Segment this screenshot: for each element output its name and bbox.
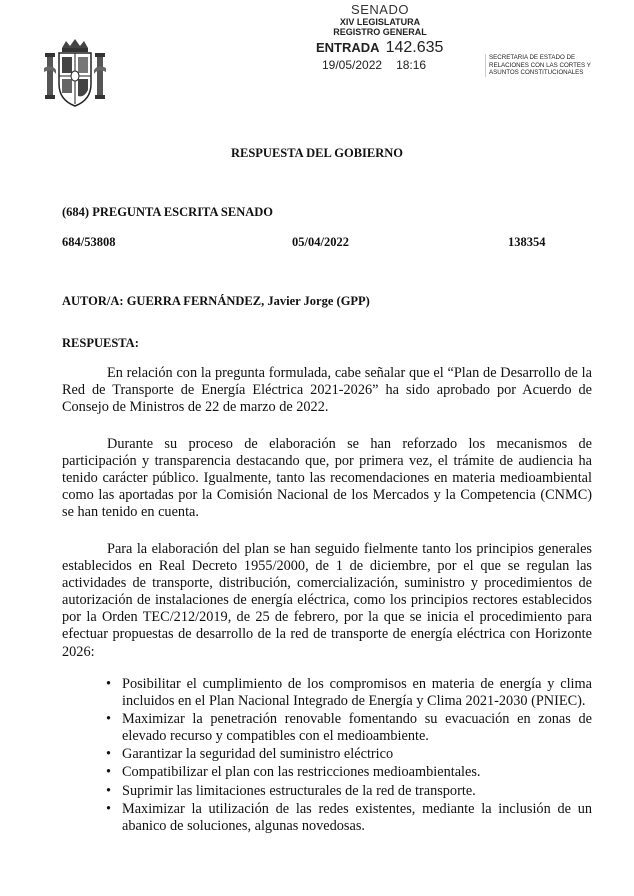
coat-of-arms-icon [44,38,106,108]
list-item-text: Maximizar la penetración renovable fomentando su evacuación en zonas de elevado recurso y compatibles con el medioambiente. [122,711,592,745]
paragraph-text: Durante su proceso de elaboración se han reforzado los mecanismos de participación y transparencia destacando que, por primera vez, el trámite de audiencia ha tenido carácter público. Igualmente, tanto las recomendaciones en materia medioambiental como las aportadas por la Comisión Nacional de los Mercados y la Competencia (CNMC) se han tenido en cuenta. [62,436,592,521]
stamp-registry: REGISTRO GENERAL [333,27,427,37]
list-item [104,783,592,800]
bullet-icon: • [106,782,112,799]
list-item [104,711,592,745]
bullet-icon: • [106,746,112,763]
answer-label: RESPUESTA: [62,336,139,350]
list-item-text: Posibilitar el cumplimiento de los compromisos en materia de energía y clima incluidos en el Plan Nacional Integrado de Energía y Clima 2021-2030 (PNIEC). [122,676,592,710]
list-item [104,746,592,763]
bullet-icon: • [106,800,112,817]
stamp-date-row [322,58,426,72]
question-label: (684) PREGUNTA ESCRITA SENADO [62,205,274,219]
reference-row [62,235,562,251]
stamp-entry-number: 142.635 [385,39,444,56]
reference-number: 684/53808 [62,235,116,249]
paragraph-text: En relación con la pregunta formulada, cabe señalar que el “Plan de Desarrollo de la Red de Transporte de Energía Eléctrica 2021-2026” ha sido aprobado por Acuerdo de Consejo de Ministros de 22 de marzo de 2022. [62,365,592,416]
paragraph-3 [62,541,592,661]
secretariat-label [485,54,607,77]
list-item [104,764,592,781]
reference-id: 138354 [508,235,546,249]
list-item [104,676,592,710]
list-item-text: Garantizar la seguridad del suministro eléctrico [122,746,394,763]
reference-date: 05/04/2022 [292,235,349,249]
registry-stamp [300,2,460,72]
bullet-icon: • [106,676,112,692]
list-item-text: Maximizar la utilización de las redes existentes, mediante la inclusión de un abanico de soluciones, algunas novedosas. [122,800,592,834]
bullet-icon: • [106,764,112,781]
stamp-legislature: XIV LEGISLATURA [339,17,421,27]
list-item-text: Compatibilizar el plan con las restricciones medioambientales. [122,764,481,781]
stamp-date: 19/05/2022 [322,58,383,72]
stamp-entry-row [316,39,443,57]
stamp-time: 18:16 [396,58,427,72]
paragraph-2 [62,436,592,521]
author-line: AUTOR/A: GUERRA FERNÁNDEZ, Javier Jorge (GPP) [62,294,370,308]
principles-list [104,676,592,836]
secretariat-line-1: SECRETARIA DE ESTADO DE [489,54,576,61]
stamp-org: SENADO [351,2,409,17]
paragraph-1 [62,365,592,416]
secretariat-line-3: ASUNTOS CONSTITUCIONALES [489,69,584,77]
secretariat-line-2: RELACIONES CON LAS CORTES Y [489,61,591,69]
page-title: RESPUESTA DEL GOBIERNO [230,146,404,160]
paragraph-text: Para la elaboración del plan se han seguido fielmente tanto los principios generales establecidos en Real Decreto 1955/2000, de 1 de diciembre, por el que se regulan las actividades de transporte, distribución, comercialización, suministro y procedimientos de autorización de instalaciones de energía eléctrica, como los principios rectores establecidos por la Orden TEC/212/2019, de 25 de febrero, por la que se inicia el procedimiento para efectuar propuestas de desarrollo de la red de transporte de energía eléctrica con Horizonte 2026: [62,541,592,660]
list-item-text: Suprimir las limitaciones estructurales de la red de transporte. [122,782,476,799]
stamp-entry-label: ENTRADA [316,40,380,55]
bullet-icon: • [106,711,112,728]
list-item [104,801,592,835]
